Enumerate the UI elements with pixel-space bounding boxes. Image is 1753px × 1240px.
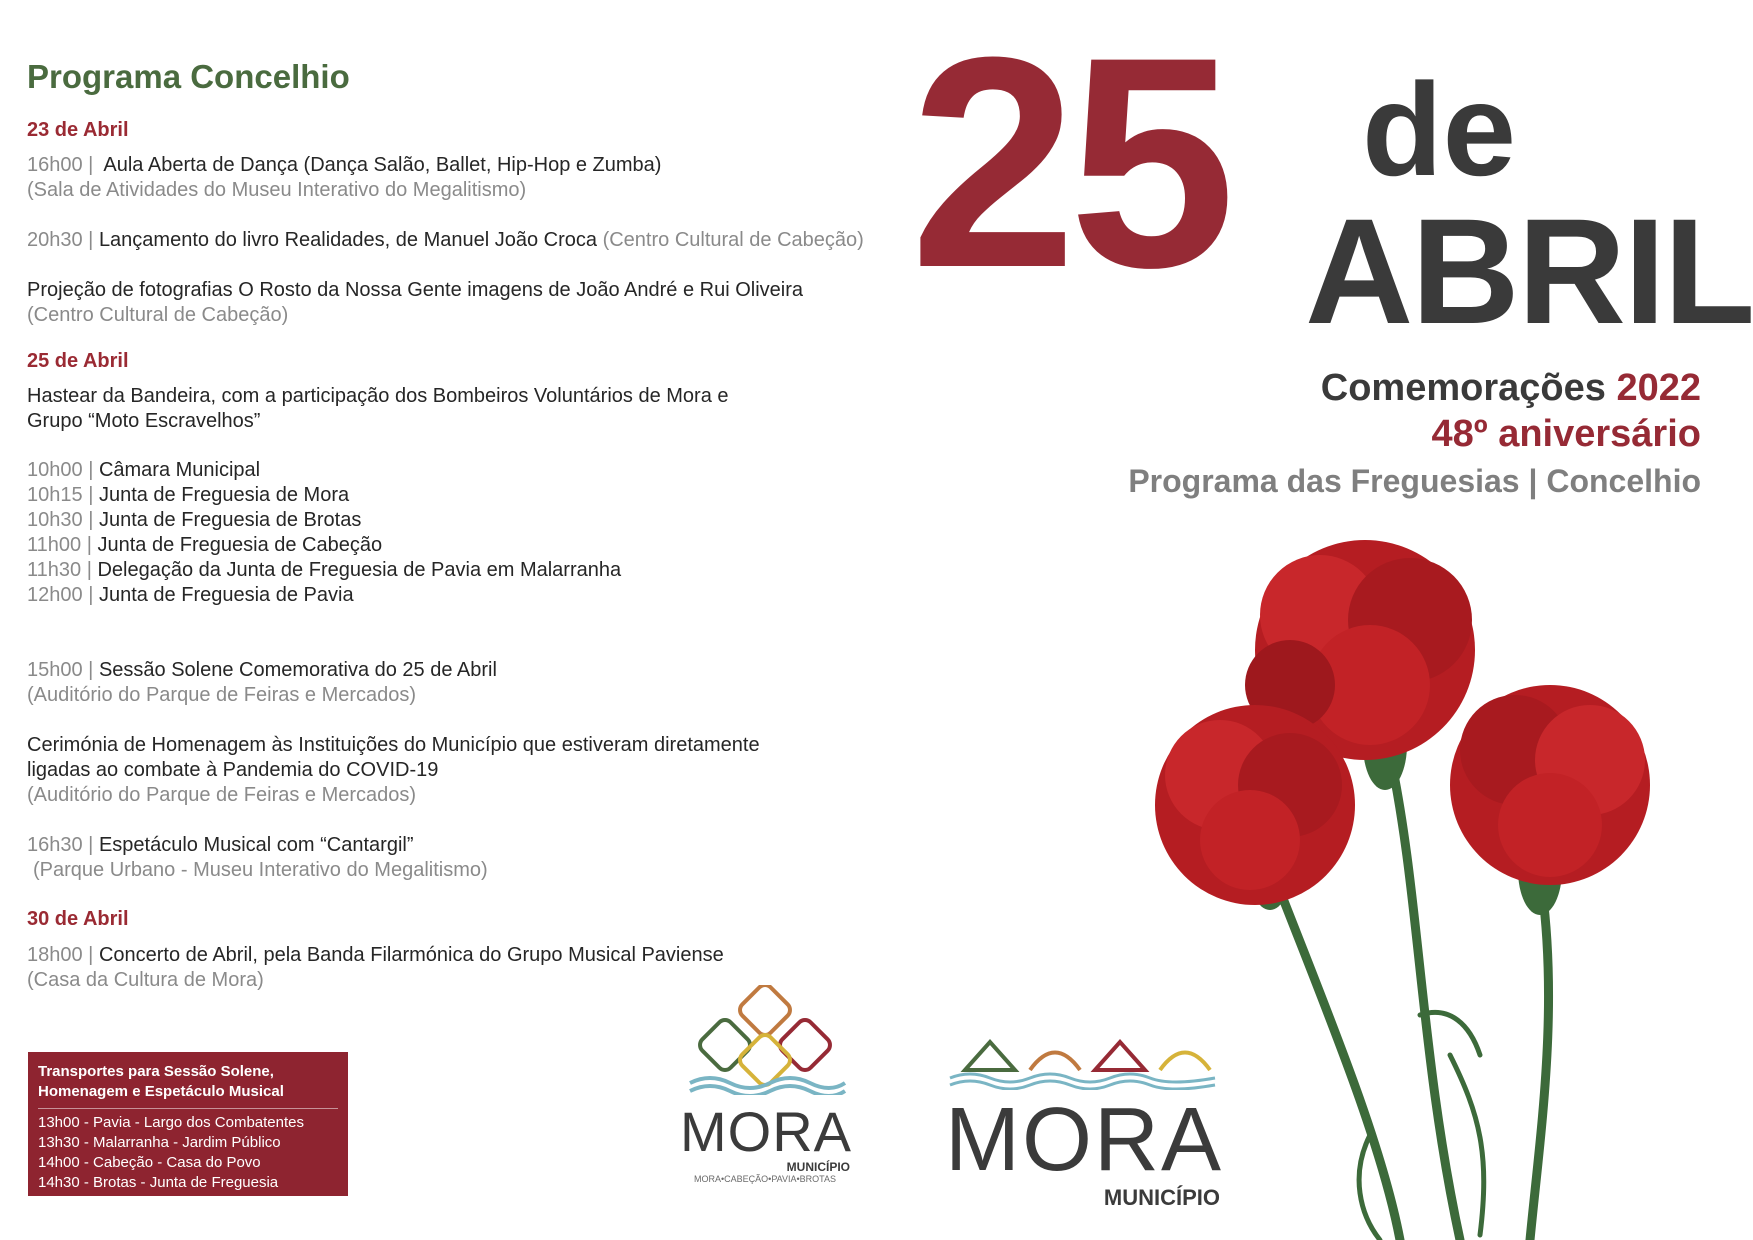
anniversary-heading: 48º aniversário xyxy=(1431,413,1701,455)
transport-row: 14h30 - Brotas - Junta de Freguesia xyxy=(38,1174,279,1191)
mora-logo-small-emblem xyxy=(680,985,850,1095)
mora-logo-small-tagline: MORA•CABEÇÃO•PAVIA•BROTAS xyxy=(694,1174,836,1184)
mora-logo-small-name: MORA xyxy=(680,1100,852,1163)
hero-de: de xyxy=(1362,56,1517,203)
event-photos-location: (Centro Cultural de Cabeção) xyxy=(27,304,289,326)
mora-logo-large-sub: MUNICÍPIO xyxy=(1103,1185,1220,1210)
event-session: 15h00 | Sessão Solene Comemorativa do 25 de Abril xyxy=(27,659,497,681)
event-ceremony-line1: Cerimónia de Homenagem às Instituições do Município que estiveram diretamente xyxy=(27,734,760,756)
event-ceremony-location: (Auditório do Parque de Feiras e Mercados) xyxy=(27,784,417,806)
flag-raising-line1: Hastear da Bandeira, com a participação dos Bombeiros Voluntários de Mora e xyxy=(27,385,729,407)
date-30-abril: 30 de Abril xyxy=(27,908,129,930)
program-subtitle: Programa das Freguesias | Concelhio xyxy=(1128,463,1701,499)
carnation-flower-right xyxy=(1450,685,1650,885)
event-session-location: (Auditório do Parque de Feiras e Mercados) xyxy=(27,684,417,706)
transport-title-line1: Transportes para Sessão Solene, xyxy=(38,1063,274,1080)
mora-logo-small-sub: MUNICÍPIO xyxy=(786,1160,850,1174)
event-show-location: (Parque Urbano - Museu Interativo do Megalitismo) xyxy=(33,859,488,881)
flag-raising-line2: Grupo “Moto Escravelhos” xyxy=(27,410,261,432)
program-title: Programa Concelhio xyxy=(27,58,350,95)
transport-row: 13h00 - Pavia - Largo dos Combatentes xyxy=(38,1114,304,1131)
carnation-flower-left xyxy=(1155,705,1355,905)
event-book: 20h30 | Lançamento do livro Realidades, de Manuel João Croca (Centro Cultural de Cabeção) xyxy=(27,229,864,251)
mora-logo-large-emblem xyxy=(945,1030,1220,1090)
transport-title-line2: Homenagem e Espetáculo Musical xyxy=(38,1083,284,1100)
transport-divider xyxy=(38,1108,338,1109)
event-concert: 18h00 | Concerto de Abril, pela Banda Filarmónica do Grupo Musical Paviense xyxy=(27,944,724,966)
schedule-row: 12h00 | Junta de Freguesia de Pavia xyxy=(27,584,354,606)
transport-row: 14h00 - Cabeção - Casa do Povo xyxy=(38,1154,261,1171)
date-25-abril: 25 de Abril xyxy=(27,350,129,372)
mora-logo-large-name: MORA xyxy=(945,1090,1223,1190)
hero-month: ABRIL xyxy=(1305,187,1753,355)
event-show: 16h30 | Espetáculo Musical com “Cantargil” xyxy=(27,834,414,856)
event-photos: Projeção de fotografias O Rosto da Nossa Gente imagens de João André e Rui Oliveira xyxy=(27,279,803,301)
event-dance-location: (Sala de Atividades do Museu Interativo do Megalitismo) xyxy=(27,179,527,201)
event-dance: 16h00 | Aula Aberta de Dança (Dança Salão, Ballet, Hip-Hop e Zumba) xyxy=(27,154,662,176)
event-concert-location: (Casa da Cultura de Mora) xyxy=(27,969,264,991)
schedule-row: 11h30 | Delegação da Junta de Freguesia de Pavia em Malarranha xyxy=(27,559,622,581)
transport-row: 13h30 - Malarranha - Jardim Público xyxy=(38,1134,281,1151)
flag-schedule xyxy=(27,458,621,608)
transport-box xyxy=(28,1052,348,1196)
hero-number: 25 xyxy=(910,0,1228,330)
event-ceremony-line2: ligadas ao combate à Pandemia do COVID-19 xyxy=(27,759,439,781)
schedule-row: 10h30 | Junta de Freguesia de Brotas xyxy=(27,509,362,531)
commemorations-heading: Comemorações 2022 xyxy=(1320,367,1701,409)
mora-logo-large xyxy=(945,1030,1223,1211)
mora-logo-small xyxy=(680,985,850,1184)
date-23-abril: 23 de Abril xyxy=(27,119,129,141)
schedule-row: 11h00 | Junta de Freguesia de Cabeção xyxy=(27,534,383,556)
schedule-row: 10h15 | Junta de Freguesia de Mora xyxy=(27,484,350,506)
schedule-row: 10h00 | Câmara Municipal xyxy=(27,459,261,481)
